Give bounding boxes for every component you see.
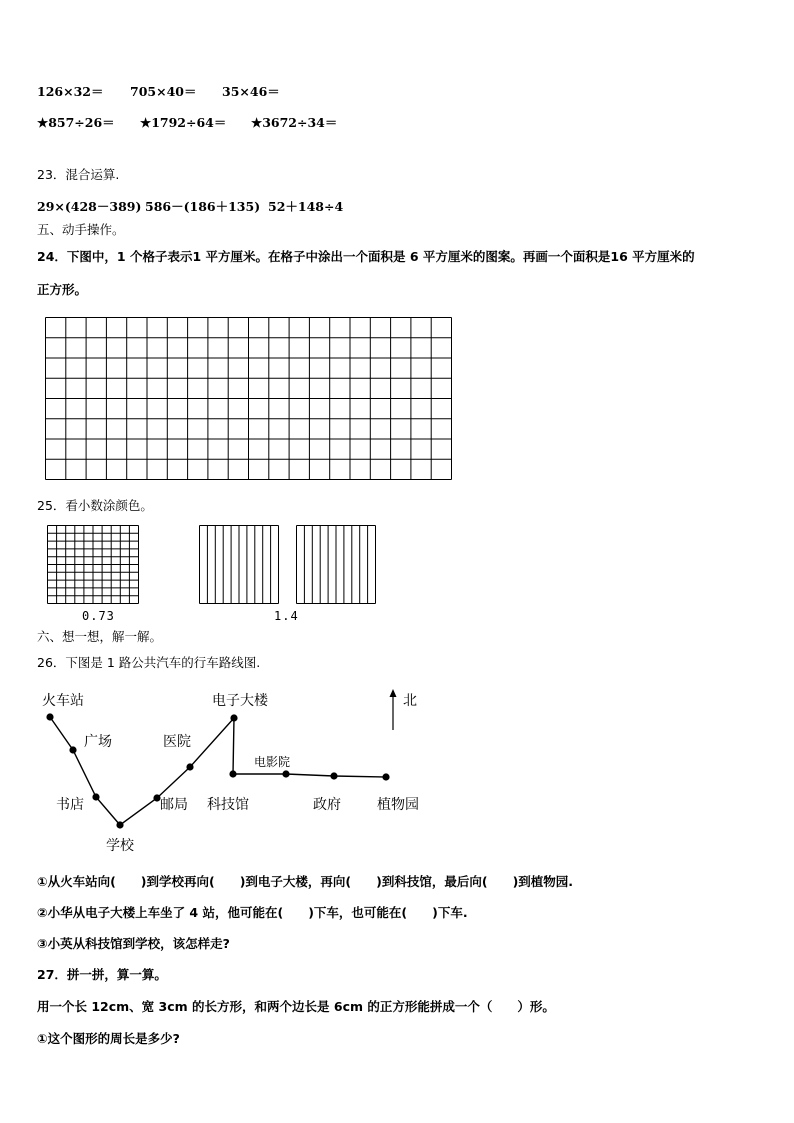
- stop-label-school: 学校: [106, 838, 134, 854]
- stop-label-government: 政府: [313, 797, 341, 813]
- q23-expr: 586－(186＋135): [145, 199, 261, 214]
- q27-sub1: ①这个图形的周长是多少?: [37, 1031, 180, 1046]
- north-arrowhead-icon: [390, 689, 397, 697]
- stop-label-hospital: 医院: [163, 734, 191, 750]
- stop-label-sci-tech-museum: 科技馆: [207, 797, 249, 813]
- stop-dot: [382, 773, 389, 780]
- stop-label-botanical-garden: 植物园: [377, 797, 419, 813]
- q26-sub1: ①从火车站向( )到学校再向( )到电子大楼，再向( )到科技馆，最后向( )到植物园.: [37, 874, 574, 889]
- section-heading: 五、动手操作。: [37, 222, 125, 237]
- stop-label-post-office: 邮局: [160, 797, 188, 813]
- q23-expr: 29×(428－389): [37, 199, 142, 214]
- calc-item: ★857÷26＝: [37, 115, 115, 130]
- q26-sub2: ②小华从电子大楼上车坐了 4 站，他可能在( )下车，也可能在( )下车.: [37, 905, 468, 920]
- stop-label-square: 广场: [84, 734, 112, 750]
- q24-text-line1: 24．下图中，1 个格子表示1 平方厘米。在格子中涂出一个面积是 6 平方厘米的图案。再画一个面积是16 平方厘米的: [37, 249, 695, 264]
- q26-sub3: ③小英从科技馆到学校，该怎样走?: [37, 936, 230, 951]
- stop-label-train-station: 火车站: [42, 693, 84, 709]
- decimal-label-073: 0.73: [82, 609, 115, 623]
- section-heading: 六、想一想，解一解。: [37, 629, 163, 644]
- stop-label-bookstore: 书店: [56, 797, 84, 813]
- calc-item: 705×40＝: [130, 84, 197, 99]
- q26-title: 26．下图是 1 路公共汽车的行车路线图.: [37, 655, 261, 670]
- tenths-strip-square-2: [296, 525, 377, 605]
- calc-item: 126×32＝: [37, 84, 104, 99]
- q27-title: 27．拼一拼，算一算。: [37, 967, 167, 982]
- stop-dot: [230, 714, 237, 721]
- hundredths-grid: [47, 525, 140, 605]
- calc-item: ★3672÷34＝: [251, 115, 338, 130]
- decimal-label-14: 1.4: [274, 609, 299, 623]
- stop-dot: [282, 770, 289, 777]
- stop-dot: [330, 772, 337, 779]
- bus-route-map: [0, 680, 794, 860]
- stop-label-cinema: 电影院: [254, 755, 291, 769]
- q27-text: 用一个长 12cm、宽 3cm 的长方形，和两个边长是 6cm 的正方形能拼成一个（ ）形。: [37, 999, 555, 1014]
- stop-dot: [229, 770, 236, 777]
- stop-dot: [116, 821, 123, 828]
- calc-item: ★1792÷64＝: [140, 115, 227, 130]
- q24-text-line2: 正方形。: [37, 282, 88, 297]
- q23-title: 23．混合运算.: [37, 167, 120, 182]
- stop-dot: [92, 793, 99, 800]
- tenths-strip-square-1: [199, 525, 280, 605]
- calc-item: 35×46＝: [222, 84, 280, 99]
- stop-label-electronics-building: 电子大楼: [212, 693, 268, 709]
- stop-dot: [186, 763, 193, 770]
- q23-expr: 52＋148÷4: [268, 199, 344, 214]
- q24-square-grid: [45, 317, 453, 481]
- north-label: 北: [403, 693, 417, 709]
- stop-dot: [69, 746, 76, 753]
- stop-dot: [46, 713, 53, 720]
- q25-title: 25．看小数涂颜色。: [37, 498, 153, 513]
